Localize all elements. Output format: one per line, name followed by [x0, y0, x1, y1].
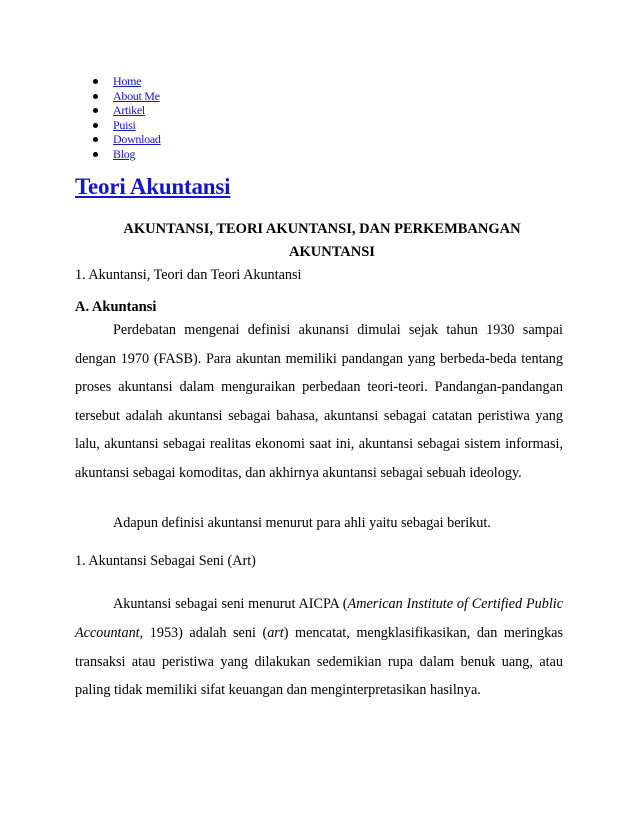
nav-link-home[interactable]: Home	[113, 74, 142, 88]
nav-link-about[interactable]: About Me	[113, 88, 160, 103]
nav-link-blog[interactable]: Blog	[113, 146, 136, 161]
nav-item-blog	[93, 147, 161, 162]
subtitle-line-1: AKUNTANSI, TEORI AKUNTANSI, DAN PERKEMBANGAN	[123, 221, 521, 237]
section-heading: 1. Akuntansi, Teori dan Teori Akuntansi	[75, 267, 302, 283]
nav-item-download	[93, 132, 161, 147]
nav-item-about	[93, 89, 161, 104]
nav-item-artikel	[93, 103, 161, 118]
nav-link-artikel[interactable]: Artikel	[113, 103, 145, 118]
nav-menu	[93, 74, 161, 162]
sub-heading-akuntansi: A. Akuntansi	[75, 299, 157, 315]
definition-intro: Adapun definisi akuntansi menurut para ahli yaitu sebagai berikut.	[113, 515, 491, 531]
subtitle-line-2: AKUNTANSI	[289, 244, 375, 260]
para2-mid: , 1953) adalah seni (	[139, 624, 268, 641]
para2-end: ) mencatat, mengklasifikasikan, dan meringkas transaksi atau peristiwa yang dilakukan sedemikian rupa dalam benuk uang, atau paling tidak memiliki sifat keuangan dan menginterpretasikan hasilnya.	[75, 624, 563, 699]
nav-item-home	[93, 74, 161, 89]
article-title[interactable]: Teori Akuntansi	[75, 174, 231, 199]
nav-link-download[interactable]: Download	[113, 132, 161, 147]
nav-item-puisi	[93, 118, 161, 133]
para2-start: Akuntansi sebagai seni menurut AICPA (	[113, 596, 348, 612]
para2-org: American Institute of Certified Public Accountant	[75, 596, 564, 641]
para2-art: art	[267, 624, 284, 641]
sub-heading-seni: 1. Akuntansi Sebagai Seni (Art)	[75, 553, 256, 569]
paragraph-aicpa	[75, 590, 563, 705]
nav-link-puisi[interactable]: Puisi	[113, 117, 136, 132]
article-subtitle	[75, 218, 563, 264]
paragraph-definition-debate: Perdebatan mengenai definisi akunansi dimulai sejak tahun 1930 sampai dengan 1970 (FASB). Para akuntan memiliki pandangan yang berbeda-beda tentang proses akuntansi dalam menguraikan perbedaan teori-teori. Pandangan-pandangan tersebut adalah akuntansi sebagai bahasa, akuntansi sebagai catatan peristiwa yang lalu, akuntansi sebagai realitas ekonomi saat ini, akuntansi sebagai sistem informasi, akuntansi sebagai komoditas, dan akhirnya akuntansi sebagai sebuah ideology.	[75, 322, 563, 481]
